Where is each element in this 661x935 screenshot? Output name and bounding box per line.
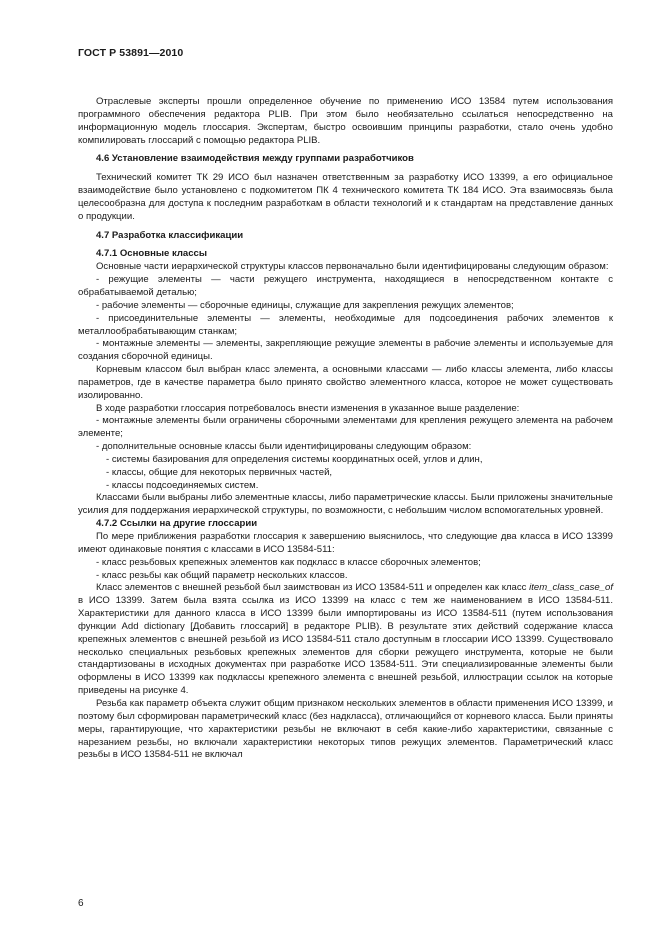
intro-paragraph: Отраслевые эксперты прошли определенное обучение по применению ИСО 13584 путем использования программного обеспечения редактора PLIB. При этом было необязательно ссылаться непосредственно на информационную модель глоссария. Экспертам, быстро освоившим принципы разработки, стало очень удобно компилировать глоссарий с помощью редактора PLIB. xyxy=(78,96,613,146)
section-4-7-2-title: 4.7.2 Ссылки на другие глоссарии xyxy=(96,518,258,530)
paragraph: Резьба как параметр объекта служит общим признаком нескольких элементов в области применения ИСО 13399, и поэтому был сформирован параметрический класс (без надкласса), отличающийся от корневого класса. Были приняты меры, гарантирующие, что характеристики резьбы не включают в себя какие-либо характеристики, связанные с нарезанием резьбы, но включали характеристики некоторых типов режущих элементов. Параметрический класс резьбы в ИСО 13584-511 не включал xyxy=(78,697,613,761)
list-item: - класс резьбовых крепежных элементов как подкласс в классе сборочных элементов; xyxy=(96,556,481,568)
list-item: - дополнительные основные классы были идентифицированы следующим образом: xyxy=(96,441,472,453)
list-item: - классы, общие для некоторых первичных частей, xyxy=(106,466,333,478)
list-item: - монтажные элементы — элементы, закрепляющие режущие элементы в рабочие элементы и используемые для создания сборочной единицы. xyxy=(78,338,613,363)
list-item: - присоединительные элементы — элементы, необходимые для подсоединения рабочих элементов к металлообрабатывающим станкам; xyxy=(78,312,613,337)
section-4-7-title: 4.7 Разработка классификации xyxy=(96,229,244,241)
paragraph: Классами были выбраны либо элементные классы, либо параметрические классы. Были приложены значительные усилия для поддержания иерархической структуры, по возможности, с небольшим числом вспомогательных уровней. xyxy=(78,492,613,517)
section-4-6-paragraph: Технический комитет ТК 29 ИСО был назначен ответственным за разработку ИСО 13399, а его официальное взаимодействие было установлено с подкомитетом ПК 4 технического комитета ТК 184 ИСО. Эта взаимосвязь была целесообразна для доступа к последним разработкам в области технологий и к стандартам на представление данных о продукции. xyxy=(78,172,613,222)
text-run: Класс элементов с внешней резьбой был заимствован из ИСО 13584-511 и определен как класс xyxy=(96,582,530,594)
list-item: - режущие элементы — части режущего инструмента, находящиеся в непосредственном контакте с обрабатываемой деталью; xyxy=(78,274,613,298)
list-item: - классы подсоединяемых систем. xyxy=(106,479,259,491)
section-4-6-title: 4.6 Установление взаимодействия между группами разработчиков xyxy=(96,153,414,165)
paragraph: По мере приближения разработки глоссария к завершению выяснилось, что следующие два класса в ИСО 13399 имеют одинаковые понятия с классами в ИСО 13584-511: xyxy=(78,531,613,555)
list-item: - рабочие элементы — сборочные единицы, служащие для закрепления режущих элементов; xyxy=(96,299,514,311)
list-item: - монтажные элементы были ограничены сборочными элементами для крепления режущего элемента на рабочем элементе; xyxy=(78,415,613,440)
paragraph: Корневым классом был выбран класс элемента, а основными классами — либо классы элемента, либо классы параметров, где в качестве параметра было принято свойство элементного класса, которое не может существовать изолированно. xyxy=(78,364,613,401)
paragraph-with-italic xyxy=(78,582,613,698)
section-4-7-1-title: 4.7.1 Основные классы xyxy=(96,248,208,260)
paragraph: Основные части иерархической структуры классов первоначально были идентифицированы следующим образом: xyxy=(96,261,609,273)
list-item: - системы базирования для определения системы координатных осей, углов и длин, xyxy=(106,453,483,465)
document-header: ГОСТ Р 53891—2010 xyxy=(78,47,184,59)
list-item: - класс резьбы как общий параметр нескольких классов. xyxy=(96,569,348,581)
document-body xyxy=(78,96,613,762)
page-number: 6 xyxy=(78,898,84,909)
italic-term: item_class_case_of xyxy=(529,582,613,594)
paragraph: В ходе разработки глоссария потребовалось внести изменения в указанное выше разделение: xyxy=(96,402,520,414)
text-run: в ИСО 13399. Затем была взята ссылка из ИСО 13399 на класс с тем же наименованием в ИСО 13584-511. Характеристики для данного класса в ИСО 13399 были импортированы из ИСО 13584-511 (путем использования функции Add dictionary [Добавить глоссарий] в редакторе PLIB). В результате этих действий содержание класса крепежных элементов с внешней резьбой из ИСО 13584-511 стало доступным в глоссарии ИСО 13399. Существовало несколько специальных резьбовых крепежных элементов для сборки режущего инструмента, которые не были стандартизованы в исходных документах при разработке ИСО 13584-511. Эти специализированные элементы были оформлены в ИСО 13399 как подклассы крепежного элемента с внешней резьбой, иллюстрации ссылок на которые приведены на рисунке 4. xyxy=(78,595,613,697)
